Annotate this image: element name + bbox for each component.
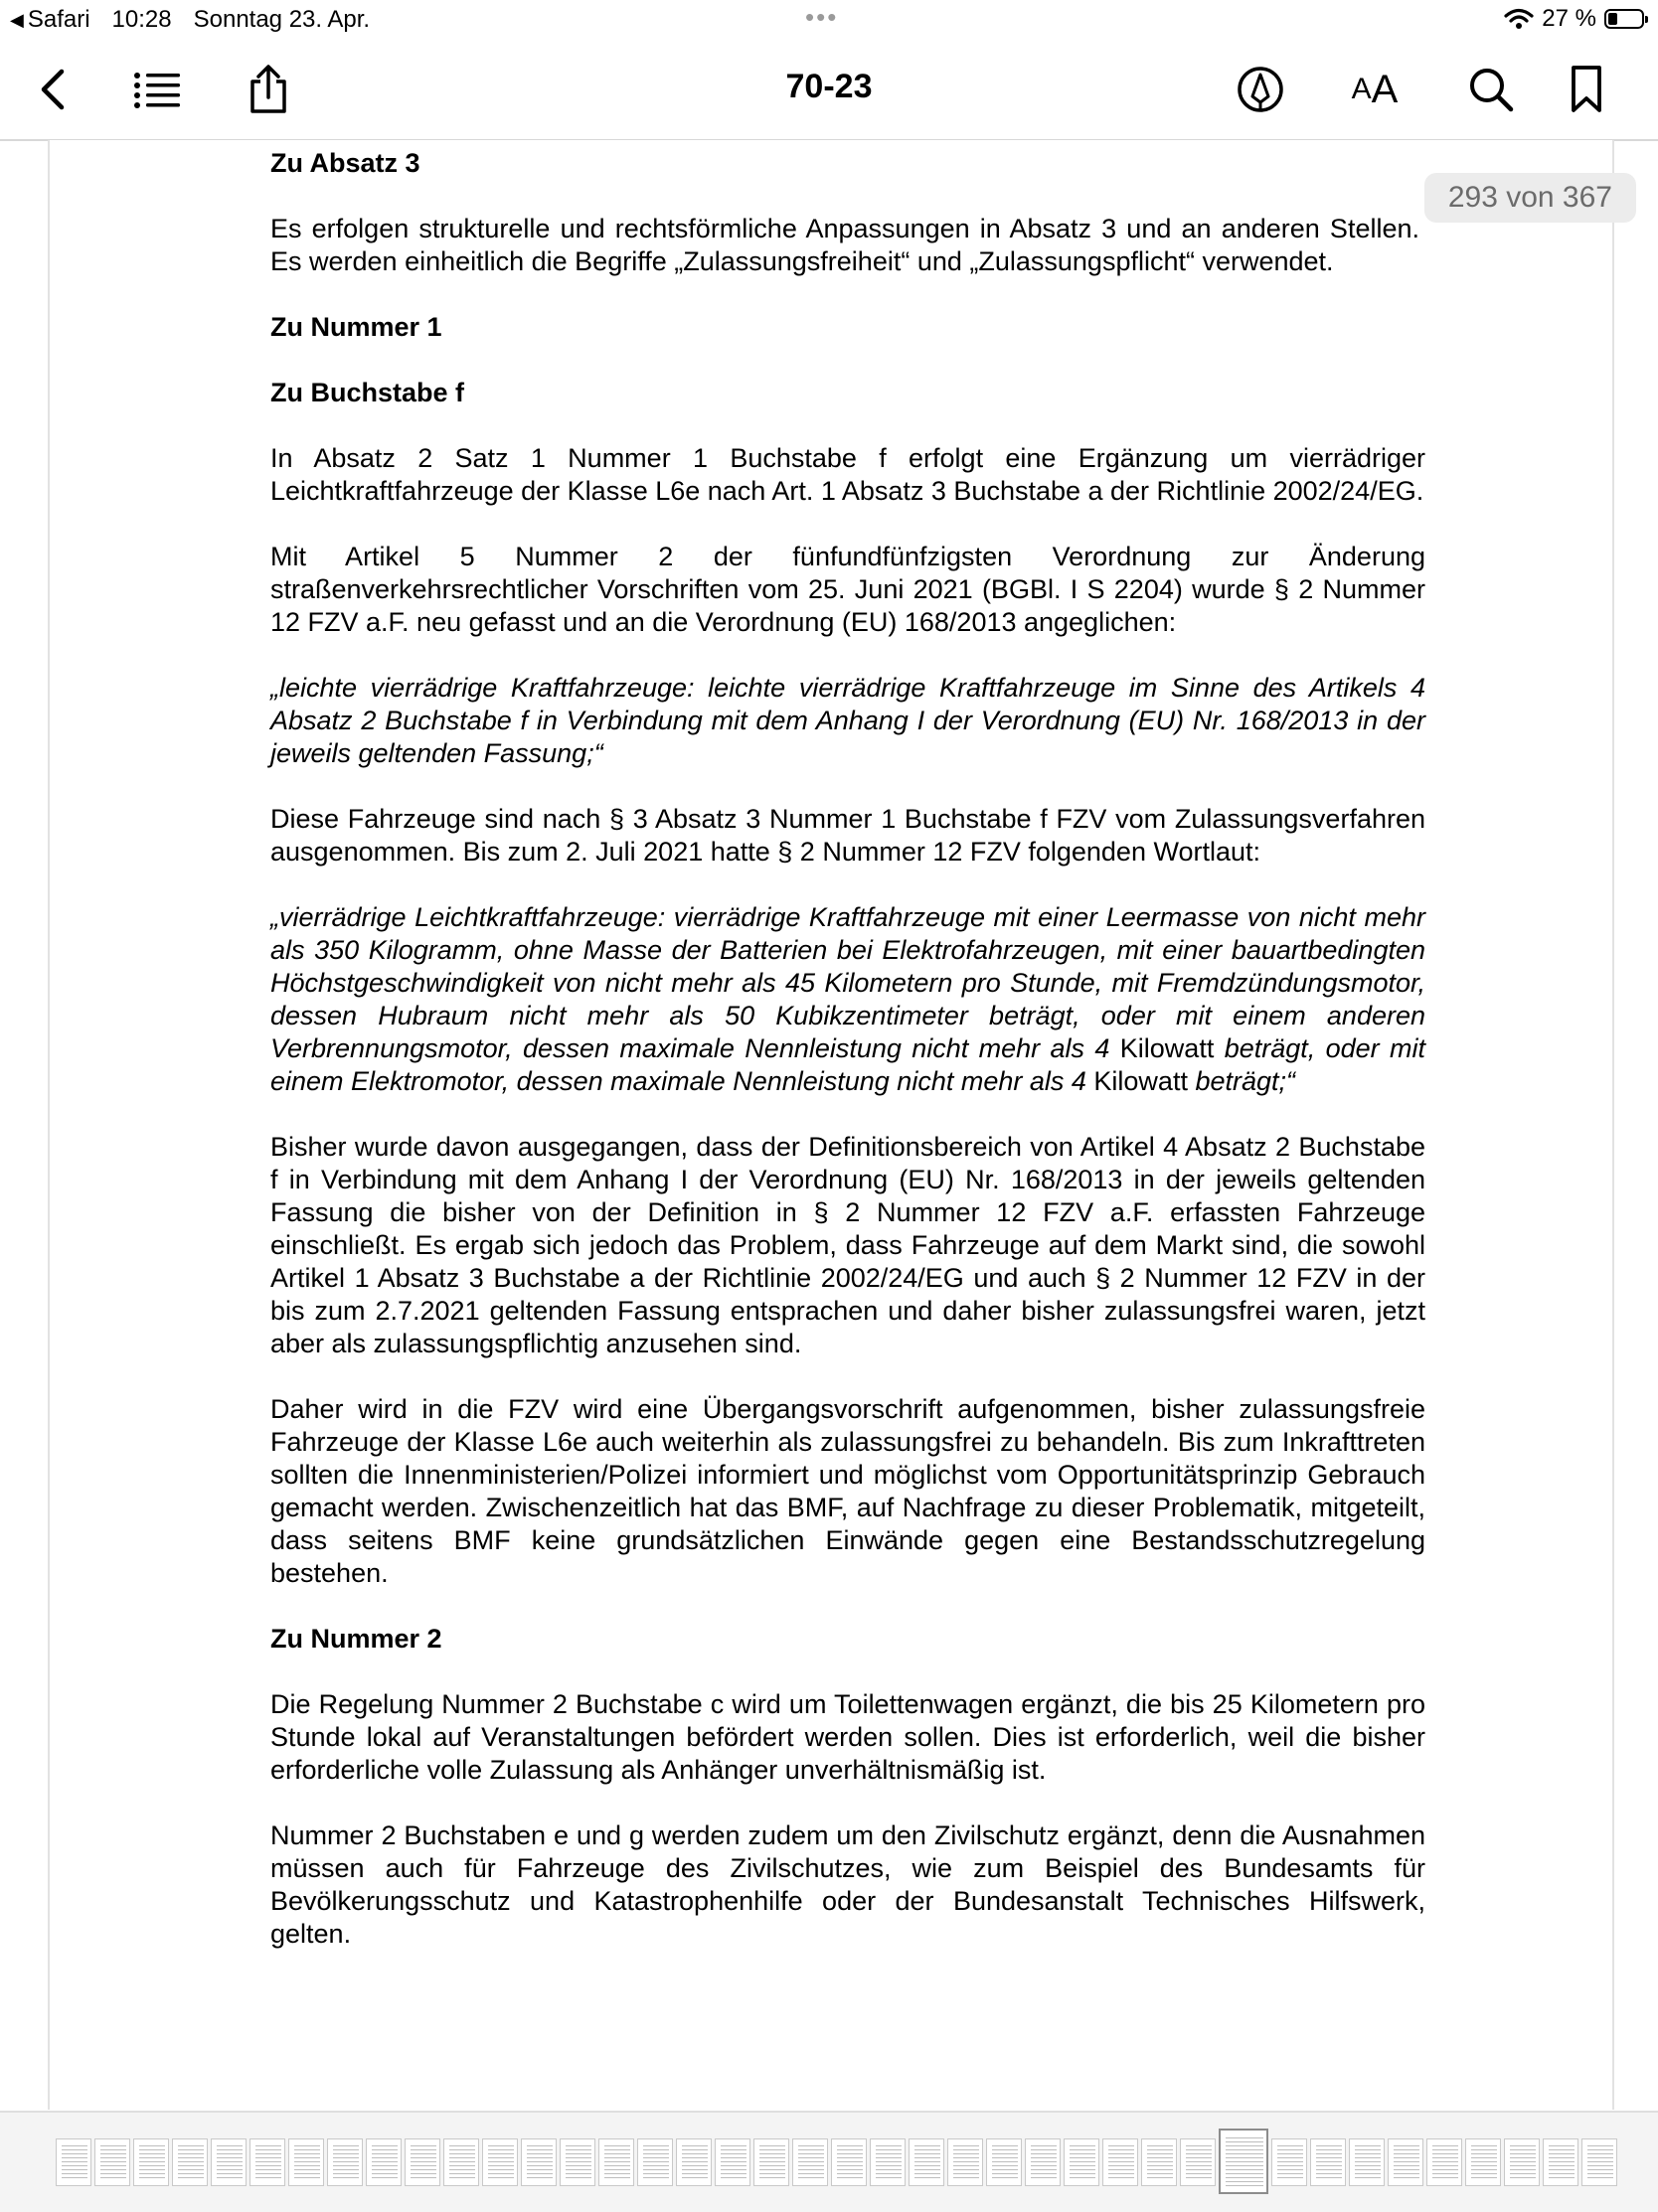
heading-zu-buchstabe-f: Zu Buchstabe f (270, 378, 465, 407)
heading-zu-nummer-2: Zu Nummer 2 (270, 1624, 442, 1654)
battery-percentage: 27 % (1542, 5, 1596, 32)
thumbnail-page[interactable] (1426, 2138, 1462, 2186)
thumbnail-page[interactable] (366, 2138, 402, 2186)
paragraph: Es erfolgen strukturelle und rechtsförmliche Anpassungen in Absatz 3 und an anderen Stellen. Es werden einheitlich die Begriffe „Zulassungsfreiheit“ und „Zulassungspflicht“ verwendet. (270, 214, 1419, 276)
text-size-large-label: A (1371, 67, 1399, 111)
thumbnail-page[interactable] (560, 2138, 595, 2186)
quote-text: „vierrädrige Leichtkraftfahrzeuge: vierrädrige Kraftfahrzeuge mit einer Leermasse von nicht mehr als 350 Kilogramm, ohne Masse der Batterien bei Elektrofahrzeugen, mit einer bauartbedingten Höchstgeschwindigkeit von nicht mehr als 45 Kilometern pro Stunde, mit Fremdzündungsmotor, dessen Hubraum nicht mehr als 50 Kubikzentimeter beträgt, oder mit einem anderen Verbrennungsmotor, dessen maximale Nennleistung nicht mehr als 4 (270, 902, 1425, 1063)
thumbnail-page[interactable] (676, 2138, 712, 2186)
thumbnail-page[interactable] (211, 2138, 247, 2186)
thumbnail-page[interactable] (405, 2138, 440, 2186)
thumbnail-page[interactable] (1349, 2138, 1385, 2186)
quote-definition-old (270, 901, 1425, 1098)
thumbnail-page[interactable] (947, 2138, 983, 2186)
thumbnail-page[interactable] (1025, 2138, 1061, 2186)
search-icon[interactable] (1461, 60, 1521, 119)
thumbnail-page[interactable] (870, 2138, 906, 2186)
thumbnail-page[interactable] (521, 2138, 557, 2186)
back-to-app-icon[interactable]: ◀ (10, 9, 24, 30)
thumbnail-page[interactable] (249, 2138, 285, 2186)
thumbnail-page[interactable] (327, 2138, 363, 2186)
thumbnail-page[interactable] (1388, 2138, 1423, 2186)
thumbnail-page[interactable] (1504, 2138, 1540, 2186)
thumbnail-current-page[interactable] (1219, 2129, 1268, 2194)
thumbnail-page[interactable] (172, 2138, 208, 2186)
thumbnail-page[interactable] (986, 2138, 1022, 2186)
thumbnail-page[interactable] (94, 2138, 130, 2186)
thumbnail-page[interactable] (1064, 2138, 1099, 2186)
thumbnail-page[interactable] (1310, 2138, 1346, 2186)
thumbnail-page[interactable] (909, 2138, 944, 2186)
paragraph: In Absatz 2 Satz 1 Nummer 1 Buchstabe f erfolgt eine Ergänzung um vierrädriger Leichtkraftfahrzeuge der Klasse L6e nach Art. 1 Absatz 3 Buchstabe a der Richtlinie 2002/24/EG. (270, 443, 1425, 506)
back-app-label[interactable]: Safari (27, 6, 90, 33)
thumbnail-page[interactable] (1543, 2138, 1578, 2186)
document-title: 70-23 (785, 68, 873, 105)
thumbnail-page[interactable] (443, 2138, 479, 2186)
paragraph: Die Regelung Nummer 2 Buchstabe c wird um Toilettenwagen ergänzt, die bis 25 Kilometern pro Stunde lokal auf Veranstaltungen befördert werden sollen. Dies ist erforderlich, weil die bisher erforderliche volle Zulassung als Anhänger unverhältnismäßig ist. (270, 1689, 1425, 1785)
thumbnail-page[interactable] (56, 2138, 91, 2186)
thumbnail-page[interactable] (1271, 2138, 1307, 2186)
reader-toolbar (0, 40, 1658, 141)
text-size-small-label: A (1351, 73, 1372, 105)
thumbnail-page[interactable] (1141, 2138, 1177, 2186)
markup-pen-icon[interactable] (1231, 60, 1290, 119)
paragraph: Mit Artikel 5 Nummer 2 der fünfundfünfzigsten Verordnung zur Änderung straßenverkehrsrechtlicher Vorschriften vom 25. Juni 2021 (BGBl. I S 2204) wurde § 2 Nummer 12 FZV a.F. neu gefasst und an die Verordnung (EU) 168/2013 angeglichen: (270, 542, 1425, 637)
page-counter: 293 von 367 (1424, 173, 1636, 223)
status-date: Sonntag 23. Apr. (193, 6, 371, 33)
battery-icon (1604, 9, 1644, 29)
bookmark-icon[interactable] (1557, 60, 1616, 119)
thumbnail-page[interactable] (831, 2138, 867, 2186)
status-time: 10:28 (111, 6, 172, 33)
thumbnail-page[interactable] (133, 2138, 169, 2186)
quote-text: beträgt;“ (1195, 1066, 1296, 1096)
thumbnail-page[interactable] (482, 2138, 518, 2186)
thumbnail-page[interactable] (715, 2138, 750, 2186)
thumbnail-page[interactable] (1465, 2138, 1501, 2186)
paragraph: Diese Fahrzeuge sind nach § 3 Absatz 3 Nummer 1 Buchstabe f FZV vom Zulassungsverfahren ausgenommen. Bis zum 2. Juli 2021 hatte § 2 Nummer 12 FZV folgenden Wortlaut: (270, 804, 1425, 867)
paragraph: Daher wird in die FZV wird eine Übergangsvorschrift aufgenommen, bisher zulassungsfreie Fahrzeuge der Klasse L6e auch weiterhin als zulassungsfrei zu behandeln. Bis zum Inkrafttreten sollten die Innenministerien/Polizei informiert und möglichst vom Opportunitätsprinzip Gebrauch gemacht werden. Zwischenzeitlich hat das BMF, auf Nachfrage zu dieser Problematik, mitgeteilt, dass seitens BMF keine grundsätzlichen Einwände gegen eine Bestandsschutzregelung bestehen. (270, 1394, 1425, 1588)
wifi-icon (1504, 8, 1534, 30)
thumbnail-page[interactable] (1581, 2138, 1617, 2186)
text-size-icon[interactable] (1344, 60, 1406, 119)
thumbnail-list (56, 2138, 1617, 2194)
heading-zu-absatz-3: Zu Absatz 3 (270, 148, 420, 178)
thumbnail-page[interactable] (598, 2138, 634, 2186)
document-content (270, 147, 1425, 1951)
quote-text-upright: Kilowatt (1119, 1033, 1215, 1063)
thumbnail-page[interactable] (1102, 2138, 1138, 2186)
thumbnail-page[interactable] (1180, 2138, 1216, 2186)
quote-text: beträgt, oder mit einem Elektromotor, dessen maximale Nennleistung nicht mehr als 4 (270, 1033, 1425, 1096)
page-thumbnail-strip[interactable] (0, 2111, 1658, 2212)
heading-zu-nummer-1: Zu Nummer 1 (270, 312, 442, 342)
thumbnail-page[interactable] (753, 2138, 789, 2186)
paragraph: Nummer 2 Buchstaben e und g werden zudem um den Zivilschutz ergänzt, denn die Ausnahmen müssen auch für Fahrzeuge des Zivilschutzes, wie zum Beispiel des Bundesamts für Bevölkerungsschutz und Katastrophenhilfe oder der Bundesanstalt Technisches Hilfswerk, gelten. (270, 1820, 1425, 1949)
multitasking-dots-icon[interactable]: ••• (805, 2, 839, 32)
thumbnail-page[interactable] (288, 2138, 324, 2186)
paragraph: Bisher wurde davon ausgegangen, dass der Definitionsbereich von Artikel 4 Absatz 2 Buchstabe f in Verbindung mit dem Anhang I der Verordnung (EU) Nr. 168/2013 in der jeweils geltenden Fassung die bisher von der Definition in § 2 Nummer 12 FZV a.F. erfassten Fahrzeuge einschließt. Es ergab sich jedoch das Problem, dass Fahrzeuge auf dem Markt sind, die sowohl Artikel 1 Absatz 3 Buchstabe a der Richtlinie 2002/24/EG und auch § 2 Nummer 12 FZV in der bis zum 2.7.2021 geltenden Fassung entsprachen und daher bisher zulassungsfrei waren, jetzt aber als zulassungspflichtig anzusehen sind. (270, 1132, 1425, 1358)
thumbnail-page[interactable] (637, 2138, 673, 2186)
quote-text-upright: Kilowatt (1093, 1066, 1188, 1096)
thumbnail-page[interactable] (792, 2138, 828, 2186)
quote-definition-new: „leichte vierrädrige Kraftfahrzeuge: leichte vierrädrige Kraftfahrzeuge im Sinne des Artikels 4 Absatz 2 Buchstabe f in Verbindung mit dem Anhang I der Verordnung (EU) Nr. 168/2013 in der jeweils geltenden Fassung;“ (270, 673, 1425, 768)
status-bar (0, 0, 1658, 40)
